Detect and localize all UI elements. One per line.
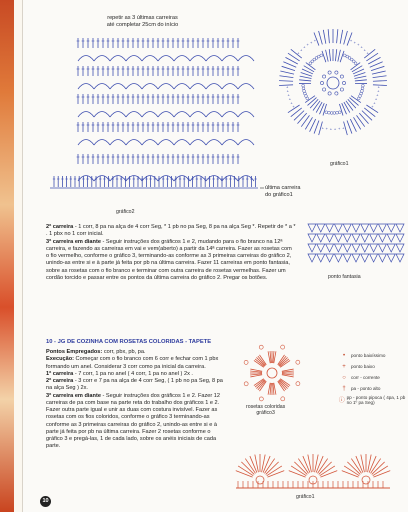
svg-text:+: + <box>363 47 366 53</box>
svg-text:+: + <box>288 96 292 102</box>
part1-row3: 3ª carreira em diante - Seguir instruções dos gráficos 1 e 2, mudando para o fio branco na 12ª carreira, e fazendo as carreiras em vai e vem(aberto) a partir da 14ª carreira. Fazer as rosetas com o fio vermelho, conforme o gráfico 3, terminando-as conforme as 3 primeiras carreiras do gráfico 2, unindo-as entre si e à parte já feita por pb na última carreira. Fazer 11 carreiras em ponto fantasia, sobre as rosetas com o fio branco e terminar com outra carreira de rosetas vermelhas. Fazer um cordão torcido e passar entre os pontos da última carreira do gráfico 2. Pregar os botões. <box>46 238 292 281</box>
last-row-note: última carreira do gráfico1 <box>265 185 301 199</box>
legend-item <box>337 383 407 394</box>
svg-text:+: + <box>374 96 378 102</box>
grafico1-top-caption: gráfico1 <box>330 161 349 167</box>
legend-item <box>337 394 407 405</box>
svg-text:+: + <box>310 39 313 45</box>
svg-text:+: + <box>377 88 380 94</box>
legend-label: ponto baixíssimo <box>351 353 386 358</box>
svg-text:+: + <box>290 100 293 106</box>
repeat-note: repetir as 3 últimas carreiras até completar 25cm do início <box>106 15 179 29</box>
svg-text:+: + <box>366 50 369 56</box>
legend-item <box>337 372 407 383</box>
part2-text: Pontos Empregados: corr, pbx, pb, pa. Execução: Começar com o fio branco com 6 corr e fechar com 1 pbx formando um anel. Considerar 3 corr como pa inicial da carreira. 1ª carreira - 7 corr, 1 pa no anel ( 4 corr, 1 pa no anel ) 2x . 2ª carreira - 3 corr e 7 pa na alça de 4 corr Seg, ( 1 pb no pa Seg, 8 pa na alça Seg ) 2x. 3ª carreira em diante - Seguir instruções dos gráficos 1 e 2. Fazer 12 carreiras de pa com base na parte reta do trabalho dos gráficos 1 e 2. Fazer outra parte igual e unir as duas com costura invisível. Fazer as rosetas com os fios coloridos, conforme o gráfico 3 terminando-as conforme as 3 primeiras carreiras do gráfico 2, unindo-as entre si e à parte já feita por pb na última carreira. Fazer 2 rosetas conforme o gráfico 3 e pregá-las, 1 de cada lado, sobre os anéis iniciais de cada parte. <box>46 349 223 450</box>
svg-text:+: + <box>360 44 363 50</box>
svg-text:+: + <box>357 42 360 48</box>
svg-text:+: + <box>371 104 374 110</box>
svg-text:+: + <box>300 47 303 53</box>
chart-grafico2 <box>50 36 272 201</box>
svg-text:+: + <box>321 125 324 131</box>
svg-text:+: + <box>292 104 295 110</box>
chart-grafico3-rosette <box>232 338 312 408</box>
legend-symbol: ⓘ <box>338 398 345 404</box>
svg-text:+: + <box>349 38 353 44</box>
svg-text:+: + <box>353 39 356 45</box>
stitch-legend <box>337 350 407 405</box>
part1-text <box>46 224 296 282</box>
legend-item <box>337 350 407 361</box>
legend-label: corr - corrente <box>351 375 380 380</box>
legend-symbol: + <box>342 363 346 370</box>
svg-text:+: + <box>329 126 333 132</box>
svg-text:+: + <box>325 126 328 132</box>
part1-row2: 2ª carreira - 1 corr, 8 pa na alça de 4 corr Seg, * 1 pb no pa Seg, 8 pa na alça Seg *. Repetir de * a * . 1 pbx no 1 corr inicial. <box>46 224 296 238</box>
legend-symbol: † <box>342 385 346 392</box>
svg-text:+: + <box>377 84 380 90</box>
svg-text:+: + <box>338 126 341 132</box>
svg-text:+: + <box>303 44 306 50</box>
svg-text:+: + <box>342 125 345 131</box>
section-heading: 10 - JG DE COZINHA COM ROSETAS COLORIDAS - TAPETE <box>46 339 212 345</box>
chart-ponto-fantasia <box>306 224 398 266</box>
legend-label: pp - ponto pipoca ( 4pa, 1 pb no 1º pa Seg) <box>346 394 406 405</box>
fringe-caption: ponto fantasia <box>328 274 361 280</box>
legend-label: ponto baixo <box>351 364 375 369</box>
legend-item <box>337 361 407 372</box>
page-spine-photo <box>0 0 22 512</box>
chart-grafico1-bottom <box>232 418 394 498</box>
svg-text:+: + <box>376 92 379 98</box>
svg-text:+: + <box>286 88 289 94</box>
legend-symbol: ○ <box>342 374 346 381</box>
svg-text:+: + <box>373 100 376 106</box>
page-number: 10 <box>40 496 51 507</box>
chart-grafico1-top <box>278 18 388 148</box>
legend-symbol: • <box>342 352 346 359</box>
grafico2-caption: gráfico2 <box>116 209 135 215</box>
grafico1-bottom-caption: gráfico1 <box>296 494 315 500</box>
svg-text:+: + <box>313 38 317 44</box>
svg-text:+: + <box>297 50 300 56</box>
rosette-caption: rosetas coloridas gráfico3 <box>246 404 286 416</box>
svg-text:+: + <box>287 92 290 98</box>
svg-text:+: + <box>333 126 337 132</box>
svg-text:+: + <box>306 42 309 48</box>
svg-text:+: + <box>286 84 289 90</box>
legend-label: pa - ponto alto <box>351 386 381 391</box>
